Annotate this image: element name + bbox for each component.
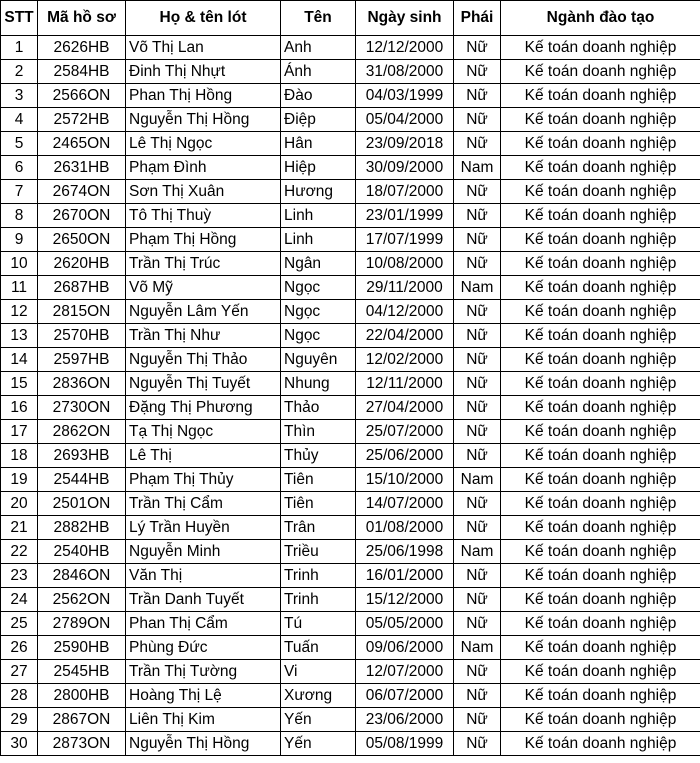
cell-record-id: 2882HB	[38, 516, 126, 540]
cell-gender: Nữ	[454, 252, 501, 276]
cell-stt: 27	[1, 660, 38, 684]
cell-first-name: Linh	[281, 228, 356, 252]
cell-first-name: Thìn	[281, 420, 356, 444]
cell-gender: Nữ	[454, 204, 501, 228]
cell-major: Kế toán doanh nghiệp	[501, 612, 700, 636]
cell-stt: 28	[1, 684, 38, 708]
cell-record-id: 2631HB	[38, 156, 126, 180]
cell-first-name: Nguyên	[281, 348, 356, 372]
cell-birth-date: 12/12/2000	[356, 36, 454, 60]
cell-stt: 2	[1, 60, 38, 84]
cell-major: Kế toán doanh nghiệp	[501, 348, 700, 372]
cell-last-middle-name: Phạm Thị Thủy	[126, 468, 281, 492]
cell-last-middle-name: Trần Thị Cẩm	[126, 492, 281, 516]
cell-first-name: Trinh	[281, 588, 356, 612]
cell-last-middle-name: Trần Thị Như	[126, 324, 281, 348]
cell-gender: Nữ	[454, 132, 501, 156]
cell-stt: 22	[1, 540, 38, 564]
cell-stt: 16	[1, 396, 38, 420]
cell-birth-date: 15/12/2000	[356, 588, 454, 612]
cell-major: Kế toán doanh nghiệp	[501, 108, 700, 132]
cell-first-name: Ngọc	[281, 300, 356, 324]
cell-major: Kế toán doanh nghiệp	[501, 540, 700, 564]
cell-record-id: 2800HB	[38, 684, 126, 708]
cell-last-middle-name: Nguyễn Thị Hồng	[126, 732, 281, 756]
cell-stt: 18	[1, 444, 38, 468]
cell-record-id: 2544HB	[38, 468, 126, 492]
cell-gender: Nữ	[454, 420, 501, 444]
table-row	[1, 324, 700, 348]
cell-stt: 26	[1, 636, 38, 660]
header-major: Ngành đào tạo	[501, 1, 700, 36]
cell-record-id: 2687HB	[38, 276, 126, 300]
cell-gender: Nữ	[454, 516, 501, 540]
cell-first-name: Ánh	[281, 60, 356, 84]
cell-major: Kế toán doanh nghiệp	[501, 684, 700, 708]
table-row	[1, 84, 700, 108]
cell-major: Kế toán doanh nghiệp	[501, 180, 700, 204]
cell-birth-date: 04/12/2000	[356, 300, 454, 324]
table-row	[1, 36, 700, 60]
cell-record-id: 2693HB	[38, 444, 126, 468]
table-row	[1, 732, 700, 756]
cell-record-id: 2730ON	[38, 396, 126, 420]
cell-first-name: Yến	[281, 708, 356, 732]
cell-record-id: 2867ON	[38, 708, 126, 732]
cell-last-middle-name: Lý Trần Huyền	[126, 516, 281, 540]
cell-record-id: 2626HB	[38, 36, 126, 60]
cell-record-id: 2836ON	[38, 372, 126, 396]
cell-first-name: Triều	[281, 540, 356, 564]
cell-first-name: Ngân	[281, 252, 356, 276]
cell-major: Kế toán doanh nghiệp	[501, 708, 700, 732]
cell-stt: 10	[1, 252, 38, 276]
cell-stt: 5	[1, 132, 38, 156]
cell-gender: Nữ	[454, 60, 501, 84]
cell-major: Kế toán doanh nghiệp	[501, 492, 700, 516]
cell-last-middle-name: Tô Thị Thuỳ	[126, 204, 281, 228]
cell-major: Kế toán doanh nghiệp	[501, 252, 700, 276]
table-row	[1, 132, 700, 156]
cell-record-id: 2590HB	[38, 636, 126, 660]
cell-first-name: Thủy	[281, 444, 356, 468]
cell-first-name: Trân	[281, 516, 356, 540]
cell-major: Kế toán doanh nghiệp	[501, 204, 700, 228]
header-row	[1, 1, 700, 36]
table-body	[1, 36, 700, 756]
cell-record-id: 2650ON	[38, 228, 126, 252]
cell-last-middle-name: Lê Thị Ngọc	[126, 132, 281, 156]
cell-gender: Nữ	[454, 372, 501, 396]
cell-record-id: 2789ON	[38, 612, 126, 636]
cell-record-id: 2815ON	[38, 300, 126, 324]
cell-last-middle-name: Nguyễn Minh	[126, 540, 281, 564]
cell-record-id: 2562ON	[38, 588, 126, 612]
cell-stt: 14	[1, 348, 38, 372]
cell-record-id: 2670ON	[38, 204, 126, 228]
cell-major: Kế toán doanh nghiệp	[501, 660, 700, 684]
cell-last-middle-name: Tạ Thị Ngọc	[126, 420, 281, 444]
cell-last-middle-name: Trần Thị Tường	[126, 660, 281, 684]
cell-record-id: 2597HB	[38, 348, 126, 372]
cell-record-id: 2620HB	[38, 252, 126, 276]
table-row	[1, 156, 700, 180]
cell-record-id: 2862ON	[38, 420, 126, 444]
cell-gender: Nữ	[454, 588, 501, 612]
cell-gender: Nữ	[454, 660, 501, 684]
header-record-id: Mã hồ sơ	[38, 1, 126, 36]
cell-stt: 17	[1, 420, 38, 444]
table-row	[1, 252, 700, 276]
cell-birth-date: 17/07/1999	[356, 228, 454, 252]
cell-last-middle-name: Nguyễn Thị Thảo	[126, 348, 281, 372]
cell-birth-date: 12/07/2000	[356, 660, 454, 684]
cell-last-middle-name: Đặng Thị Phương	[126, 396, 281, 420]
cell-birth-date: 23/09/2018	[356, 132, 454, 156]
cell-last-middle-name: Liên Thị Kim	[126, 708, 281, 732]
cell-first-name: Vi	[281, 660, 356, 684]
table-row	[1, 228, 700, 252]
cell-major: Kế toán doanh nghiệp	[501, 588, 700, 612]
table-row	[1, 276, 700, 300]
cell-stt: 1	[1, 36, 38, 60]
table-row	[1, 468, 700, 492]
cell-major: Kế toán doanh nghiệp	[501, 444, 700, 468]
cell-birth-date: 04/03/1999	[356, 84, 454, 108]
cell-major: Kế toán doanh nghiệp	[501, 564, 700, 588]
cell-gender: Nam	[454, 468, 501, 492]
cell-birth-date: 01/08/2000	[356, 516, 454, 540]
cell-record-id: 2570HB	[38, 324, 126, 348]
cell-stt: 4	[1, 108, 38, 132]
table-row	[1, 708, 700, 732]
cell-last-middle-name: Hoàng Thị Lệ	[126, 684, 281, 708]
cell-stt: 15	[1, 372, 38, 396]
cell-record-id: 2501ON	[38, 492, 126, 516]
cell-first-name: Tuấn	[281, 636, 356, 660]
cell-birth-date: 18/07/2000	[356, 180, 454, 204]
cell-record-id: 2545HB	[38, 660, 126, 684]
cell-stt: 9	[1, 228, 38, 252]
cell-record-id: 2465ON	[38, 132, 126, 156]
cell-birth-date: 14/07/2000	[356, 492, 454, 516]
cell-last-middle-name: Phan Thị Cẩm	[126, 612, 281, 636]
cell-record-id: 2873ON	[38, 732, 126, 756]
cell-gender: Nữ	[454, 444, 501, 468]
table-row	[1, 660, 700, 684]
cell-birth-date: 16/01/2000	[356, 564, 454, 588]
cell-stt: 8	[1, 204, 38, 228]
table-row	[1, 348, 700, 372]
cell-gender: Nữ	[454, 684, 501, 708]
cell-birth-date: 23/06/2000	[356, 708, 454, 732]
table-row	[1, 516, 700, 540]
cell-record-id: 2566ON	[38, 84, 126, 108]
cell-gender: Nam	[454, 156, 501, 180]
cell-gender: Nữ	[454, 228, 501, 252]
cell-stt: 25	[1, 612, 38, 636]
cell-last-middle-name: Phạm Đình	[126, 156, 281, 180]
cell-stt: 21	[1, 516, 38, 540]
cell-stt: 19	[1, 468, 38, 492]
cell-stt: 13	[1, 324, 38, 348]
cell-last-middle-name: Sơn Thị Xuân	[126, 180, 281, 204]
cell-birth-date: 31/08/2000	[356, 60, 454, 84]
cell-gender: Nữ	[454, 180, 501, 204]
cell-gender: Nữ	[454, 84, 501, 108]
cell-gender: Nữ	[454, 324, 501, 348]
cell-gender: Nữ	[454, 300, 501, 324]
cell-major: Kế toán doanh nghiệp	[501, 36, 700, 60]
cell-first-name: Hân	[281, 132, 356, 156]
cell-gender: Nữ	[454, 36, 501, 60]
cell-major: Kế toán doanh nghiệp	[501, 324, 700, 348]
cell-gender: Nam	[454, 636, 501, 660]
cell-stt: 12	[1, 300, 38, 324]
table-row	[1, 180, 700, 204]
cell-major: Kế toán doanh nghiệp	[501, 132, 700, 156]
cell-first-name: Nhung	[281, 372, 356, 396]
cell-gender: Nữ	[454, 396, 501, 420]
cell-gender: Nữ	[454, 612, 501, 636]
cell-stt: 7	[1, 180, 38, 204]
cell-stt: 20	[1, 492, 38, 516]
cell-birth-date: 15/10/2000	[356, 468, 454, 492]
cell-first-name: Điệp	[281, 108, 356, 132]
cell-major: Kế toán doanh nghiệp	[501, 516, 700, 540]
cell-first-name: Yến	[281, 732, 356, 756]
cell-last-middle-name: Trần Thị Trúc	[126, 252, 281, 276]
table-row	[1, 204, 700, 228]
cell-major: Kế toán doanh nghiệp	[501, 420, 700, 444]
cell-record-id: 2674ON	[38, 180, 126, 204]
cell-major: Kế toán doanh nghiệp	[501, 636, 700, 660]
table-row	[1, 396, 700, 420]
cell-last-middle-name: Võ Mỹ	[126, 276, 281, 300]
cell-birth-date: 25/07/2000	[356, 420, 454, 444]
cell-birth-date: 22/04/2000	[356, 324, 454, 348]
cell-stt: 11	[1, 276, 38, 300]
cell-last-middle-name: Phan Thị Hồng	[126, 84, 281, 108]
cell-record-id: 2846ON	[38, 564, 126, 588]
cell-stt: 23	[1, 564, 38, 588]
table-row	[1, 636, 700, 660]
cell-last-middle-name: Lê Thị	[126, 444, 281, 468]
cell-last-middle-name: Nguyễn Thị Tuyết	[126, 372, 281, 396]
cell-record-id: 2584HB	[38, 60, 126, 84]
table-row	[1, 60, 700, 84]
cell-first-name: Tú	[281, 612, 356, 636]
cell-major: Kế toán doanh nghiệp	[501, 156, 700, 180]
header-first-name: Tên	[281, 1, 356, 36]
cell-first-name: Tiên	[281, 468, 356, 492]
cell-birth-date: 30/09/2000	[356, 156, 454, 180]
cell-major: Kế toán doanh nghiệp	[501, 60, 700, 84]
table-row	[1, 564, 700, 588]
cell-birth-date: 10/08/2000	[356, 252, 454, 276]
cell-last-middle-name: Đinh Thị Nhựt	[126, 60, 281, 84]
cell-first-name: Hương	[281, 180, 356, 204]
header-last-middle-name: Họ & tên lót	[126, 1, 281, 36]
cell-first-name: Trinh	[281, 564, 356, 588]
table-row	[1, 372, 700, 396]
cell-birth-date: 05/05/2000	[356, 612, 454, 636]
cell-first-name: Thảo	[281, 396, 356, 420]
cell-first-name: Linh	[281, 204, 356, 228]
cell-last-middle-name: Văn Thị	[126, 564, 281, 588]
cell-major: Kế toán doanh nghiệp	[501, 228, 700, 252]
cell-major: Kế toán doanh nghiệp	[501, 468, 700, 492]
cell-major: Kế toán doanh nghiệp	[501, 276, 700, 300]
cell-gender: Nam	[454, 540, 501, 564]
cell-first-name: Xương	[281, 684, 356, 708]
cell-birth-date: 25/06/2000	[356, 444, 454, 468]
cell-last-middle-name: Trần Danh Tuyết	[126, 588, 281, 612]
cell-birth-date: 12/02/2000	[356, 348, 454, 372]
table-row	[1, 420, 700, 444]
cell-stt: 3	[1, 84, 38, 108]
cell-first-name: Anh	[281, 36, 356, 60]
cell-stt: 6	[1, 156, 38, 180]
cell-gender: Nữ	[454, 708, 501, 732]
cell-gender: Nữ	[454, 348, 501, 372]
cell-birth-date: 05/04/2000	[356, 108, 454, 132]
cell-last-middle-name: Nguyễn Thị Hồng	[126, 108, 281, 132]
table-row	[1, 540, 700, 564]
cell-record-id: 2572HB	[38, 108, 126, 132]
cell-birth-date: 27/04/2000	[356, 396, 454, 420]
cell-major: Kế toán doanh nghiệp	[501, 732, 700, 756]
table-row	[1, 300, 700, 324]
header-stt: STT	[1, 1, 38, 36]
header-birth-date: Ngày sinh	[356, 1, 454, 36]
table-row	[1, 684, 700, 708]
cell-major: Kế toán doanh nghiệp	[501, 396, 700, 420]
cell-stt: 24	[1, 588, 38, 612]
table-row	[1, 108, 700, 132]
cell-major: Kế toán doanh nghiệp	[501, 84, 700, 108]
cell-birth-date: 23/01/1999	[356, 204, 454, 228]
cell-first-name: Ngọc	[281, 276, 356, 300]
cell-gender: Nữ	[454, 492, 501, 516]
cell-birth-date: 29/11/2000	[356, 276, 454, 300]
cell-first-name: Đào	[281, 84, 356, 108]
header-gender: Phái	[454, 1, 501, 36]
cell-birth-date: 06/07/2000	[356, 684, 454, 708]
cell-first-name: Tiên	[281, 492, 356, 516]
cell-gender: Nữ	[454, 564, 501, 588]
cell-stt: 30	[1, 732, 38, 756]
cell-first-name: Ngọc	[281, 324, 356, 348]
cell-birth-date: 05/08/1999	[356, 732, 454, 756]
table-row	[1, 444, 700, 468]
cell-birth-date: 25/06/1998	[356, 540, 454, 564]
table-row	[1, 492, 700, 516]
table-row	[1, 612, 700, 636]
cell-last-middle-name: Nguyễn Lâm Yến	[126, 300, 281, 324]
cell-major: Kế toán doanh nghiệp	[501, 372, 700, 396]
cell-birth-date: 09/06/2000	[356, 636, 454, 660]
cell-record-id: 2540HB	[38, 540, 126, 564]
cell-last-middle-name: Võ Thị Lan	[126, 36, 281, 60]
cell-last-middle-name: Phạm Thị Hồng	[126, 228, 281, 252]
cell-stt: 29	[1, 708, 38, 732]
table-row	[1, 588, 700, 612]
cell-major: Kế toán doanh nghiệp	[501, 300, 700, 324]
cell-first-name: Hiệp	[281, 156, 356, 180]
cell-gender: Nữ	[454, 108, 501, 132]
cell-gender: Nam	[454, 276, 501, 300]
cell-birth-date: 12/11/2000	[356, 372, 454, 396]
cell-gender: Nữ	[454, 732, 501, 756]
cell-last-middle-name: Phùng Đức	[126, 636, 281, 660]
